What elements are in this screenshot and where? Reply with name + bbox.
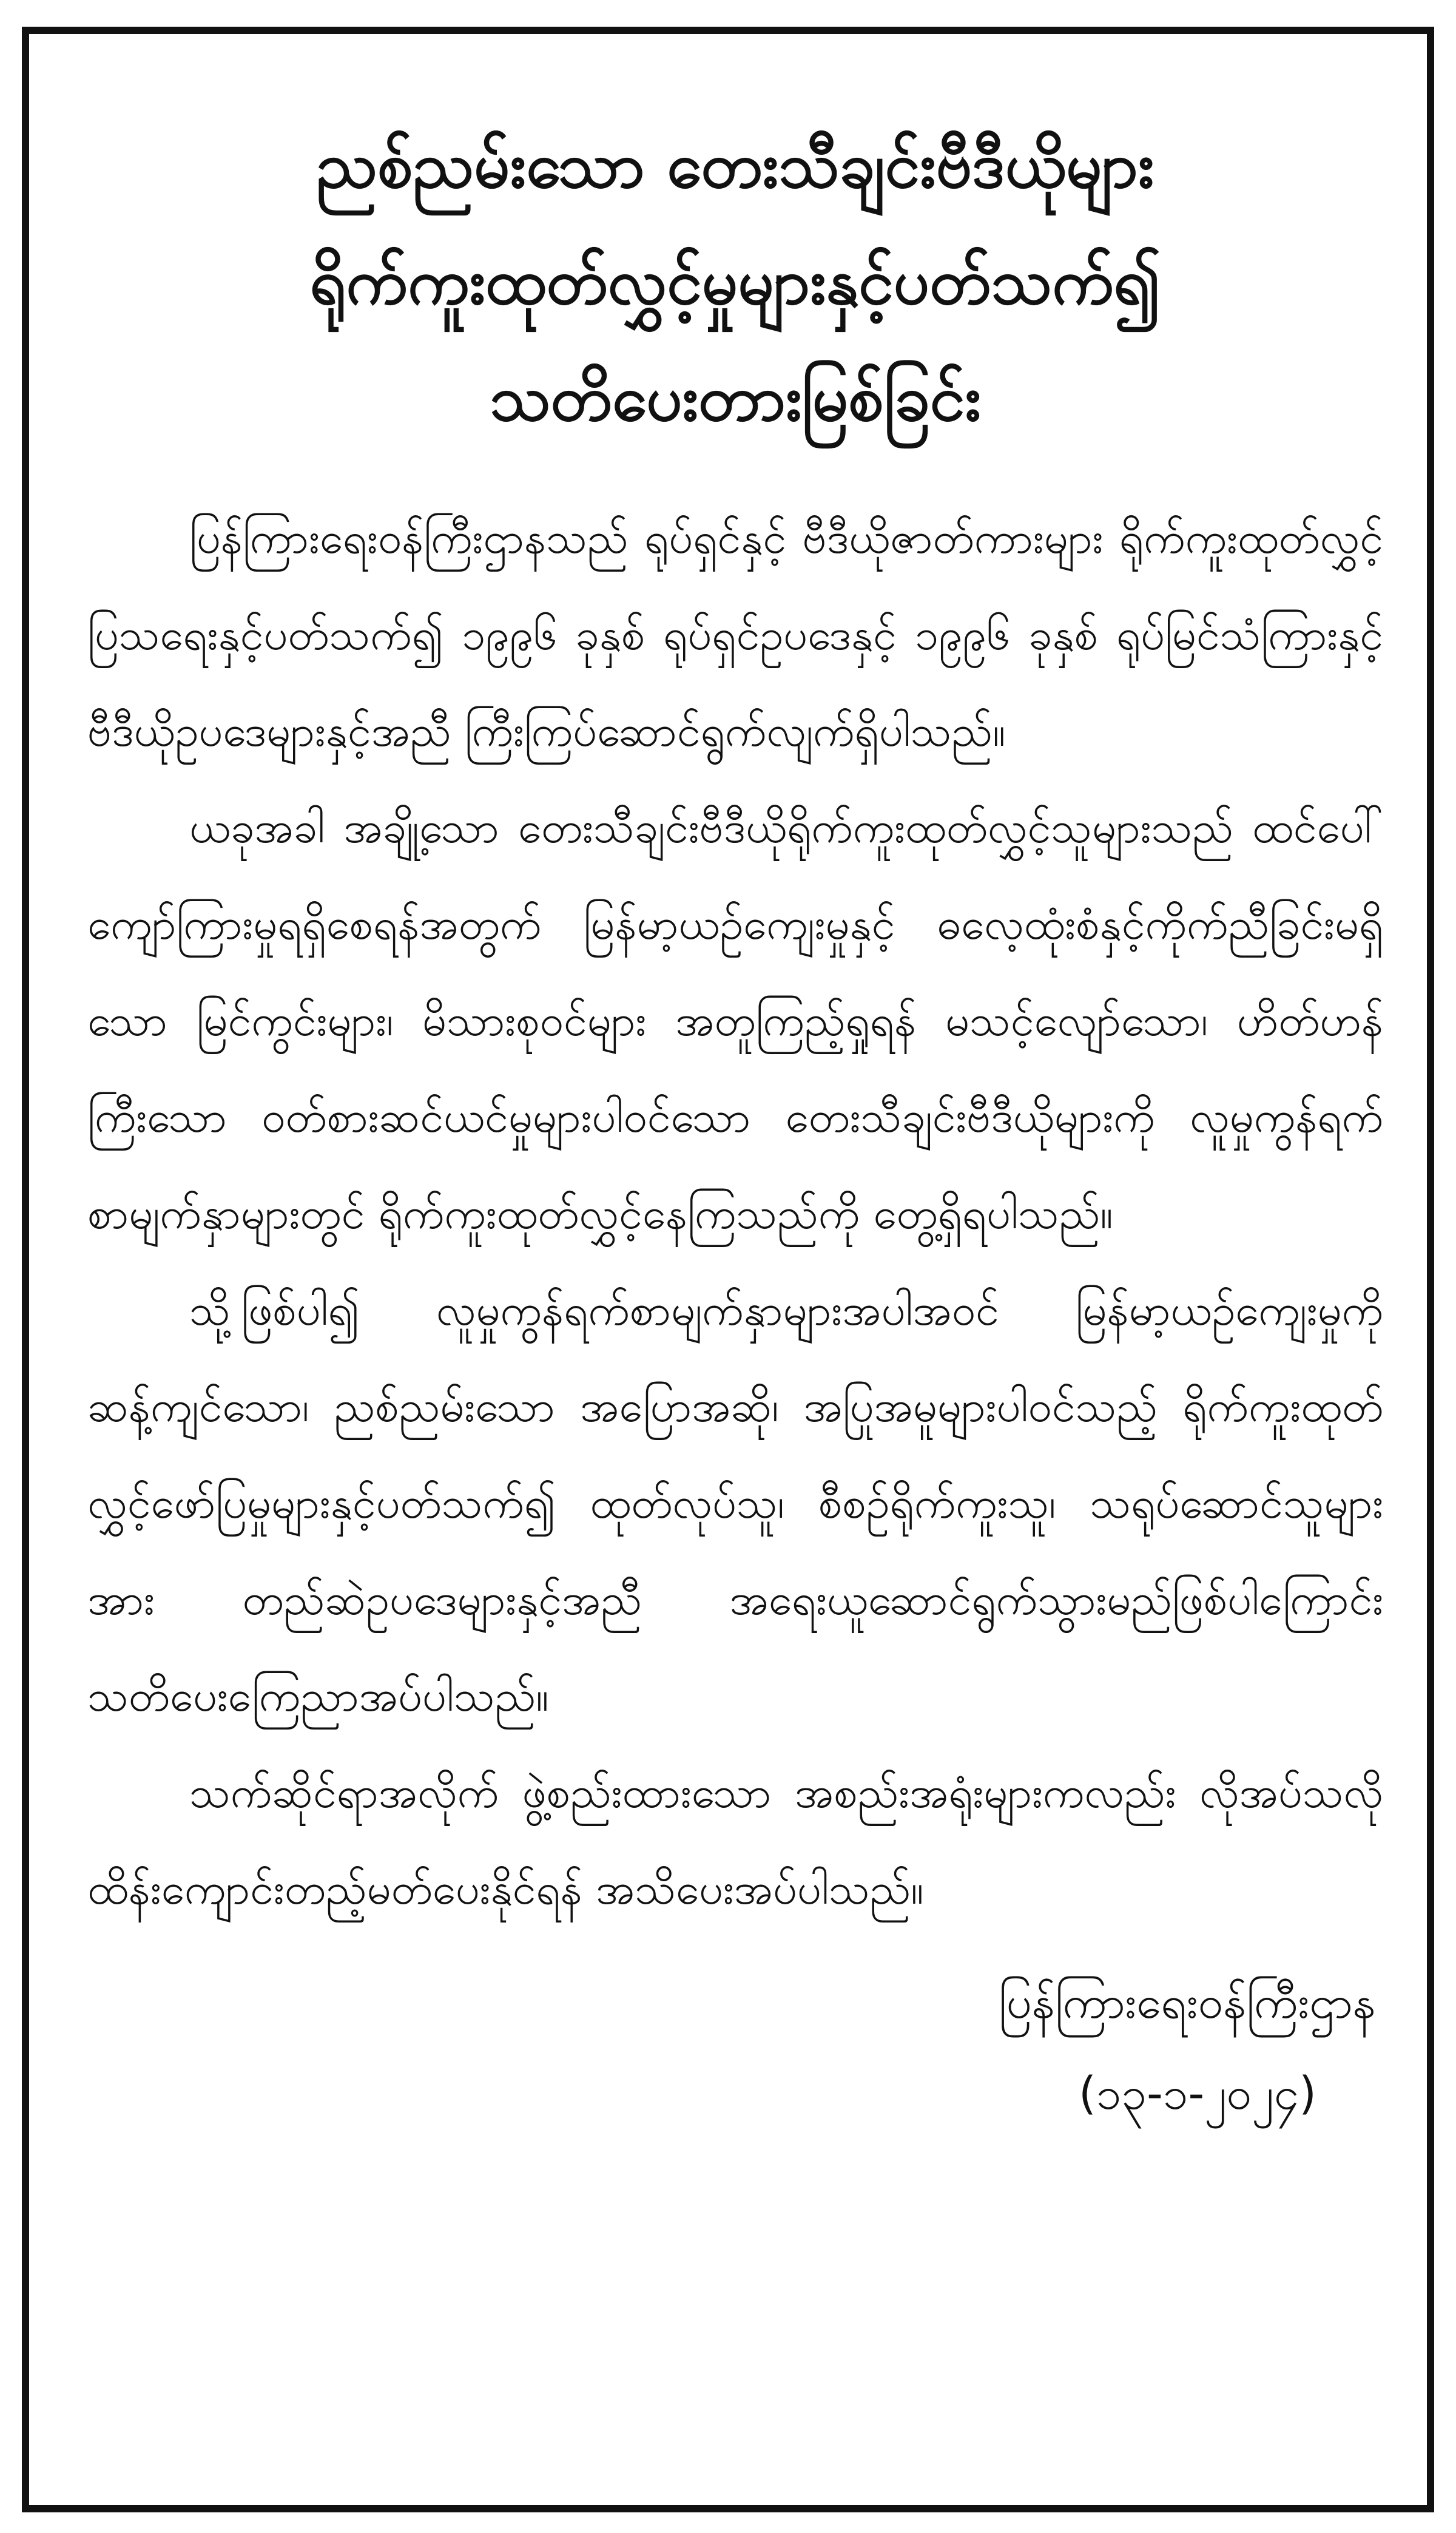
notice-paragraph: သက်ဆိုင်ရာအလိုက် ဖွဲ့စည်းထားသော အစည်းအရုံးများကလည်း လိုအပ်သလို ထိန်းကျောင်းတည့်မတ်ပေးနိုင်ရန် အသိပေးအပ်ပါသည်။: [87, 1768, 1383, 1914]
notice-title-line: သတိပေးတားမြစ်ခြင်း: [490, 361, 981, 435]
notice-paragraph: ယခုအခါ အချို့သော တေးသီချင်းဗီဒီယိုရိုက်ကူးထုတ်လွှင့်သူများသည် ထင်ပေါ်ကျော်ကြားမှုရရှိစေရန်အတွက် မြန်မာ့ယဉ်ကျေးမှုနှင့် ဓလေ့ထုံးစံနှင့်ကိုက်ညီခြင်းမရှိသော မြင်ကွင်းများ၊ မိသားစုဝင်များ အတူကြည့်ရှုရန် မသင့်လျော်သော၊ ဟိတ်ဟန်ကြီးသော ဝတ်စားဆင်ယင်မှုများပါဝင်သော တေးသီချင်းဗီဒီယိုများကို လူမှုကွန်ရက်စာမျက်နှာများတွင် ရိုက်ကူးထုတ်လွှင့်နေကြသည်ကို တွေ့ရှိရပါသည်။: [87, 803, 1383, 1239]
notice-title-line: ရိုက်ကူးထုတ်လွှင့်မှုများနှင့်ပတ်သက်၍: [309, 245, 1161, 319]
notice-content: [87, 107, 1383, 2461]
signature-ministry: ပြန်ကြားရေးဝန်ကြီးဌာန: [999, 1977, 1376, 2029]
notice-paragraph: ပြန်ကြားရေးဝန်ကြီးဌာနသည် ရုပ်ရှင်နှင့် ဗီဒီယိုဇာတ်ကားများ ရိုက်ကူးထုတ်လွှင့်ပြသရေးနှင့်ပတ်သက်၍ ၁၉၉၆ ခုနှစ် ရုပ်ရှင်ဥပဒေနှင့် ၁၉၉၆ ခုနှစ် ရုပ်မြင်သံကြားနှင့် ဗီဒီယိုဥပဒေများနှင့်အညီ ကြီးကြပ်ဆောင်ရွက်လျက်ရှိပါသည်။: [87, 513, 1383, 756]
notice-paragraph: သို့ဖြစ်ပါ၍ လူမှုကွန်ရက်စာမျက်နှာများအပါအဝင် မြန်မာ့ယဉ်ကျေးမှုကို ဆန့်ကျင်သော၊ ညစ်ညမ်းသော အပြောအဆို၊ အပြုအမူများပါဝင်သည့် ရိုက်ကူးထုတ်လွှင့်ဖော်ပြမှုများနှင့်ပတ်သက်၍ ထုတ်လုပ်သူ၊ စီစဉ်ရိုက်ကူးသူ၊ သရုပ်ဆောင်သူများအား တည်ဆဲဥပဒေများနှင့်အညီ အရေးယူဆောင်ရွက်သွားမည်ဖြစ်ပါကြောင်း သတိပေးကြေညာအပ်ပါသည်။: [87, 1285, 1383, 1721]
notice-border: [22, 27, 1434, 2512]
notice-body: [87, 490, 1383, 1938]
signature-date: (၁၃-၁-၂၀၂၄): [1079, 2068, 1316, 2120]
notice-signature: [87, 1957, 1383, 2139]
notice-title: [87, 107, 1383, 456]
notice-title-line: ညစ်ညမ်းသော တေးသီချင်းဗီဒီယိုများ: [316, 128, 1154, 202]
